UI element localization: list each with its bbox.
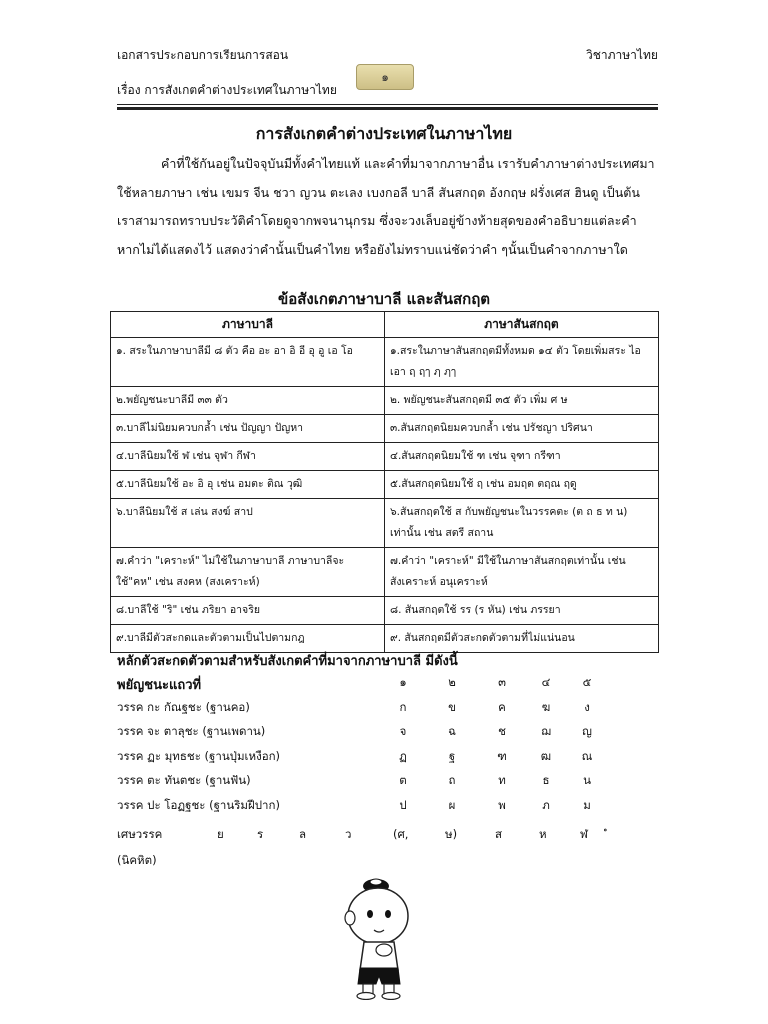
consonant-cell: ฐ <box>448 748 456 763</box>
semi-vowel-row <box>117 826 677 850</box>
pali-cell: ๔.บาลีนิยมใช้ ฬ เช่น จุฬา กีฬา <box>111 443 385 471</box>
column-number: ๕ <box>582 675 592 689</box>
consonant-cell: ฌ <box>541 724 551 738</box>
column-header-pali: ภาษาบาลี <box>111 312 385 338</box>
consonant-cell: ถ <box>448 773 456 787</box>
grid-row <box>117 699 677 724</box>
table-row <box>111 471 659 499</box>
consonant-cell: ค <box>498 699 506 714</box>
group-label: วรรค กะ กัณฐชะ (ฐานคอ) <box>117 699 250 714</box>
consonant-cell: ธ <box>542 773 550 787</box>
grid-row <box>117 772 677 797</box>
group-label: วรรค จะ ตาลุชะ (ฐานเพดาน) <box>117 724 266 738</box>
consonant-cell: ฒ <box>540 748 552 763</box>
document-label: เอกสารประกอบการเรียนการสอน <box>117 48 289 62</box>
page-number-badge: ๑ <box>356 64 414 90</box>
grid-row <box>117 748 677 773</box>
group-label: วรรค ปะ โอฏฐชะ (ฐานริมฝีปาก) <box>117 797 280 812</box>
sanskrit-cell: ๖.สันสกฤตใช้ ส กับพยัญชนะในวรรคตะ (ต ถ ธ ท น) เท่านั้น เช่น สตรี สถาน <box>385 499 659 548</box>
column-header-sanskrit: ภาษาสันสกฤต <box>385 312 659 338</box>
cartoon-boy-illustration <box>338 878 428 1000</box>
semi-vowel-cell: ร <box>257 827 264 841</box>
consonant-cell: ภ <box>542 797 550 812</box>
sanskrit-cell: ๗.คำว่า "เคราะห์" มีใช้ในภาษาสันสกฤตเท่านั้น เช่น สังเคราะห์ อนุเคราะห์ <box>385 548 659 597</box>
semi-vowel-cell: ษ) <box>445 827 458 841</box>
consonant-cell: ฏ <box>399 748 407 763</box>
column-number: ๑ <box>399 675 407 689</box>
pali-cell: ๗.คำว่า "เคราะห์" ไม่ใช้ในภาษาบาลี ภาษาบาลีจะใช้"คห" เช่น สงคห (สงเคราะห์) <box>111 548 385 597</box>
topic-label: เรื่อง การสังเกตคำต่างประเทศในภาษาไทย <box>117 83 337 97</box>
table-row <box>111 338 659 387</box>
header-divider <box>117 104 658 105</box>
consonant-grid <box>117 674 677 821</box>
semi-vowel-cell: ล <box>299 827 307 841</box>
sanskrit-cell: ๔.สันสกฤตนิยมใช้ ฑ เช่น จุฑา กรีฑา <box>385 443 659 471</box>
sanskrit-cell: ๓.สันสกฤตนิยมควบกล้ำ เช่น ปรัชญา ปริศนา <box>385 415 659 443</box>
table-row <box>111 597 659 625</box>
group-label: วรรค ฏะ มุทธชะ (ฐานปุ่มเหงือก) <box>117 748 281 763</box>
comparison-title: ข้อสังเกตภาษาบาลี และสันสกฤต <box>277 290 491 308</box>
consonant-cell: ผ <box>448 797 456 812</box>
table-row <box>111 499 659 548</box>
consonant-cell: จ <box>399 724 407 738</box>
consonant-cell: ณ <box>581 748 593 763</box>
consonant-cell: ข <box>448 699 456 714</box>
consonant-cell: ฆ <box>541 699 551 714</box>
table-row <box>111 387 659 415</box>
consonant-cell: ป <box>399 797 407 812</box>
semi-vowel-label: เศษวรรค <box>117 827 163 841</box>
page-title: การสังเกตคำต่างประเทศในภาษาไทย <box>255 124 513 143</box>
intro-paragraph <box>117 150 657 264</box>
consonant-cell: พ <box>498 797 506 812</box>
sanskrit-cell: ๑.สระในภาษาสันสกฤตมีทั้งหมด ๑๔ ตัว โดยเพิ่มสระ ไอ เอา ฤ ฤๅ ฦ ฦๅ <box>385 338 659 387</box>
rules-heading: หลักตัวสะกดตัวตามสำหรับสังเกตคำที่มาจากภาษาบาลี มีดังนี้ <box>117 654 458 669</box>
niggahit-label: (นิคหิต) <box>117 853 157 867</box>
row-header-label: พยัญชนะแถวที่ <box>117 678 202 693</box>
grid-row <box>117 723 677 748</box>
table-row <box>111 443 659 471</box>
sanskrit-cell: ๒. พยัญชนะสันสกฤตมี ๓๕ ตัว เพิ่ม ศ ษ <box>385 387 659 415</box>
intro-text: คำที่ใช้กันอยู่ในปัจจุบันมีทั้งคำไทยแท้ และคำที่มาจากภาษาอื่น เรารับคำภาษาต่างประเทศมาใช้หลายภาษา เช่น เขมร จีน ชวา ญวน ตะเลง เบงกอลี บาลี สันสกฤต อังกฤษ ฝรั่งเศส ฮินดู เป็นต้น เราสามารถทราบประวัติคำโดยดูจากพจนานุกรม ซึ่งจะวงเล็บอยู่ข้างท้ายสุดของคำอธิบายแต่ละคำ หากไม่ได้แสดงไว้ แสดงว่าคำนั้นเป็นคำไทย หรือยังไม่ทราบแน่ชัดว่าคำ ๆนั้นเป็นคำจากภาษาใด <box>117 156 655 257</box>
semi-vowel-cell: ย <box>217 827 224 841</box>
semi-vowel-cell: ส <box>495 827 503 841</box>
semi-vowel-cell: (ศ, <box>393 827 409 841</box>
pali-cell: ๖.บาลีนิยมใช้ ส เล่น สงฆ์ สาป <box>111 499 385 548</box>
consonant-cell: ก <box>399 699 407 714</box>
consonant-cell: ท <box>498 773 506 787</box>
sanskrit-cell: ๙. สันสกฤตมีตัวสะกดตัวตามที่ไม่แน่นอน <box>385 625 659 653</box>
consonant-cell: ช <box>498 724 506 738</box>
table-row <box>111 625 659 653</box>
consonant-cell: ญ <box>582 724 592 738</box>
consonant-cell: ฉ <box>448 724 456 738</box>
sanskrit-cell: ๘. สันสกฤตใช้ รร (ร หัน) เช่น ภรรยา <box>385 597 659 625</box>
consonant-cell: ฑ <box>497 748 507 763</box>
pali-cell: ๑. สระในภาษาบาลีมี ๘ ตัว คือ อะ อา อิ อี อุ อู เอ โอ <box>111 338 385 387</box>
pali-cell: ๙.บาลีมีตัวสะกดและตัวตามเป็นไปตามกฎ <box>111 625 385 653</box>
pali-cell: ๓.บาลีไม่นิยมควบกล้ำ เช่น ปัญญา ปัญหา <box>111 415 385 443</box>
header-divider-thick <box>117 107 658 110</box>
consonant-cell: ม <box>583 797 591 812</box>
table-header-row <box>111 312 659 338</box>
table-row <box>111 415 659 443</box>
consonant-cell: ง <box>584 699 590 714</box>
column-number: ๒ <box>448 675 456 689</box>
pali-sanskrit-table <box>110 311 659 653</box>
consonant-cell: น <box>583 773 591 787</box>
semi-vowel-cell: ว <box>345 827 352 841</box>
consonant-cell: ต <box>399 773 407 787</box>
subject-label: วิชาภาษาไทย <box>586 48 658 62</box>
group-label: วรรค ตะ ทันตชะ (ฐานฟัน) <box>117 773 251 787</box>
grid-header-row <box>117 674 677 699</box>
column-number: ๔ <box>541 675 551 689</box>
table-row <box>111 548 659 597</box>
grid-row <box>117 797 677 822</box>
semi-vowel-cell: ห <box>539 827 547 841</box>
pali-cell: ๒.พยัญชนะบาลีมี ๓๓ ตัว <box>111 387 385 415</box>
sanskrit-cell: ๕.สันสกฤตนิยมใช้ ฤ เช่น อมฤต ตฤณ ฤดู <box>385 471 659 499</box>
pali-cell: ๕.บาลีนิยมใช้ อะ อิ อุ เช่น อมตะ ติณ วุฒิ <box>111 471 385 499</box>
pali-cell: ๘.บาลีใช้ "ริ" เช่น ภริยา อาจริย <box>111 597 385 625</box>
semi-vowel-cell: ฬ <box>580 827 588 841</box>
column-number: ๓ <box>498 675 506 689</box>
